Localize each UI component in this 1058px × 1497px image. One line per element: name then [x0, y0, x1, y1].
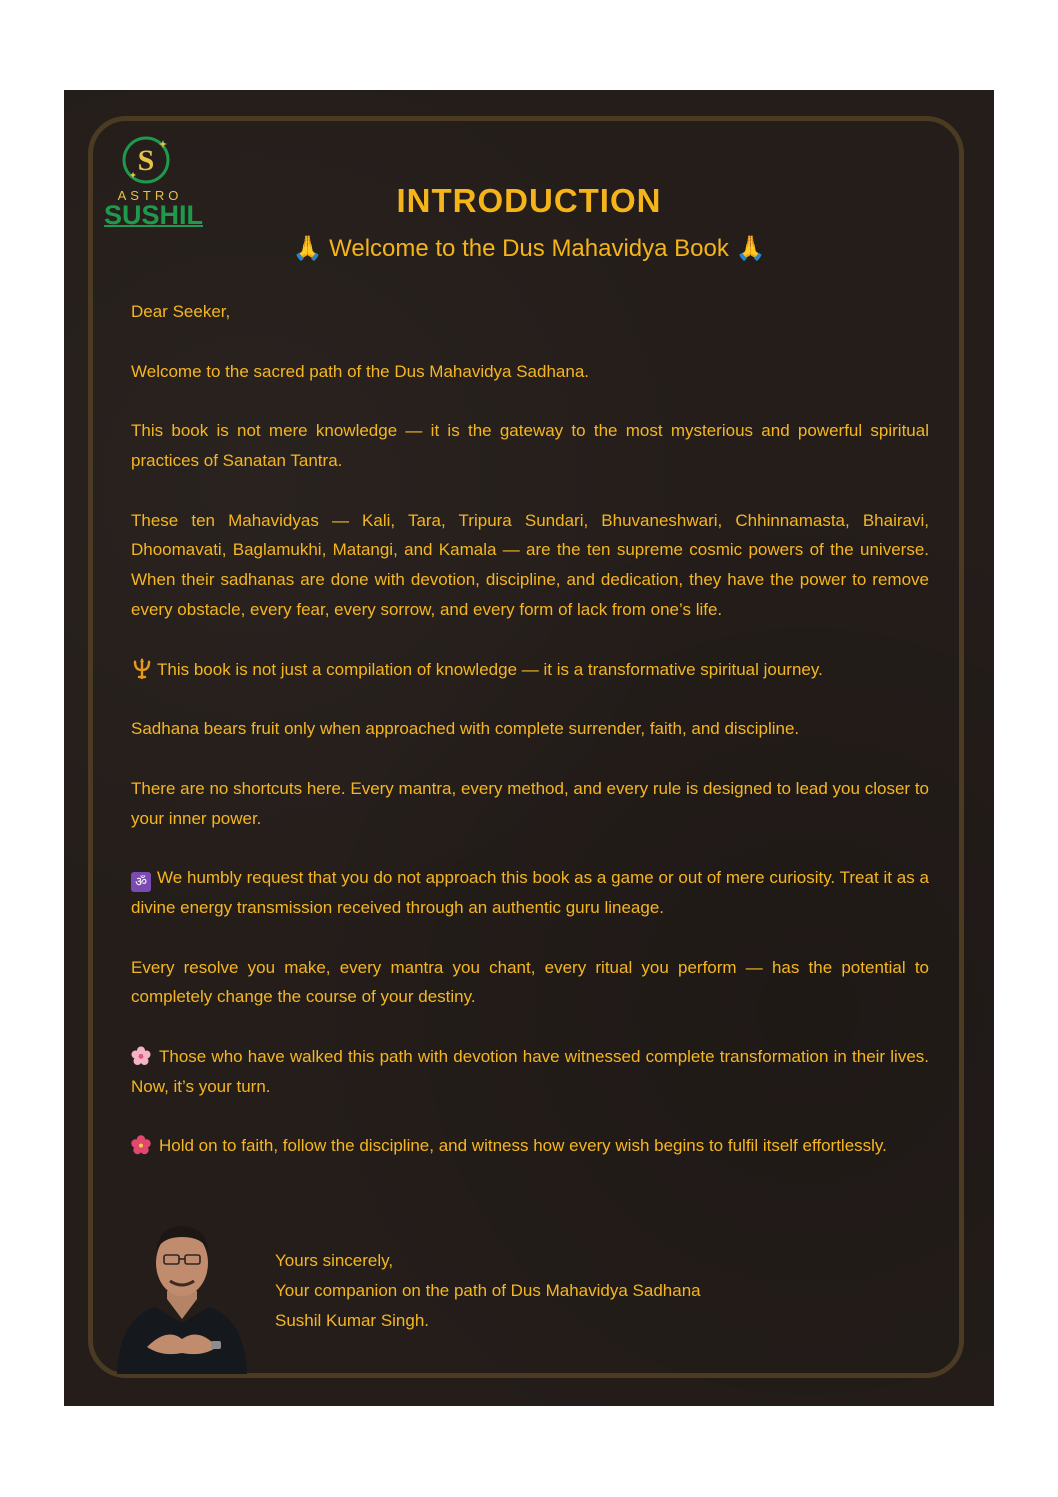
- paragraph-1: Welcome to the sacred path of the Dus Mahavidya Sadhana.: [131, 361, 590, 381]
- trident-icon: [131, 657, 153, 679]
- page-subtitle: [64, 234, 994, 263]
- logo-line-sushil: SUSHIL: [104, 200, 204, 230]
- paragraph-5: Sadhana bears fruit only when approached with complete surrender, faith, and discipline.: [131, 719, 800, 739]
- paragraph-4: [131, 655, 929, 685]
- logo-badge-letter: S: [137, 144, 155, 177]
- paragraph-8: Every resolve you make, every mantra you chant, every ritual you perform — has the potential to completely change the course of your destiny.: [131, 957, 929, 1007]
- paragraph-7-text: We humbly request that you do not approach this book as a game or out of mere curiosity. Treat it as a divine energy transmission received through an authentic guru lineage.: [131, 868, 929, 917]
- paragraph-3: These ten Mahavidyas — Kali, Tara, Tripura Sundari, Bhuvaneshwari, Chhinnamasta, Bhairavi, Dhoomavati, Baglamukhi, Matangi, and Kamala — are the ten supreme cosmic powers of the universe. When their sadhanas are done with devotion, discipline, and dedication, they have the power to remove every obstacle, every fear, every sorrow, and every form of lack from one’s life.: [131, 510, 929, 619]
- folded-hands-icon: 🙏: [292, 235, 323, 262]
- greeting: Dear Seeker,: [131, 302, 231, 321]
- paragraph-4-text: This book is not just a compilation of knowledge — it is a transformative spiritual journey.: [157, 659, 823, 679]
- subtitle-text: Welcome to the Dus Mahavidya Book: [329, 235, 729, 262]
- om-icon: ॐ: [131, 872, 151, 892]
- signature-block: [275, 1246, 701, 1336]
- hibiscus-icon: [131, 1135, 151, 1155]
- paragraph-10: [131, 1131, 929, 1161]
- paragraph-7: [131, 863, 929, 923]
- page-title: INTRODUCTION: [396, 182, 662, 219]
- folded-hands-icon: 🙏: [735, 235, 766, 262]
- paragraph-6: There are no shortcuts here. Every mantra, every method, and every rule is designed to lead you closer to your inner power.: [131, 778, 929, 828]
- document-page: [64, 90, 994, 1406]
- cherry-blossom-icon: [131, 1046, 151, 1066]
- paragraph-9-text: Those who have walked this path with devotion have witnessed complete transformation in their lives. Now, it’s your turn.: [131, 1046, 929, 1096]
- signature-line-3: Sushil Kumar Singh.: [275, 1311, 430, 1330]
- paragraph-9: [131, 1042, 929, 1102]
- paragraph-2: This book is not mere knowledge — it is the gateway to the most mysterious and powerful spiritual practices of Sanatan Tantra.: [131, 421, 929, 470]
- signature-line-2: Your companion on the path of Dus Mahavidya Sadhana: [275, 1281, 701, 1300]
- logo-badge-icon: [120, 134, 172, 186]
- logo-line-astro: ASTRO: [117, 188, 183, 203]
- paragraph-10-text: Hold on to faith, follow the discipline, and witness how every wish begins to fulfil itself effortlessly.: [159, 1136, 887, 1156]
- signature-line-1: Yours sincerely,: [275, 1251, 394, 1270]
- author-portrait: [107, 1207, 257, 1374]
- letter-body: [131, 297, 929, 1191]
